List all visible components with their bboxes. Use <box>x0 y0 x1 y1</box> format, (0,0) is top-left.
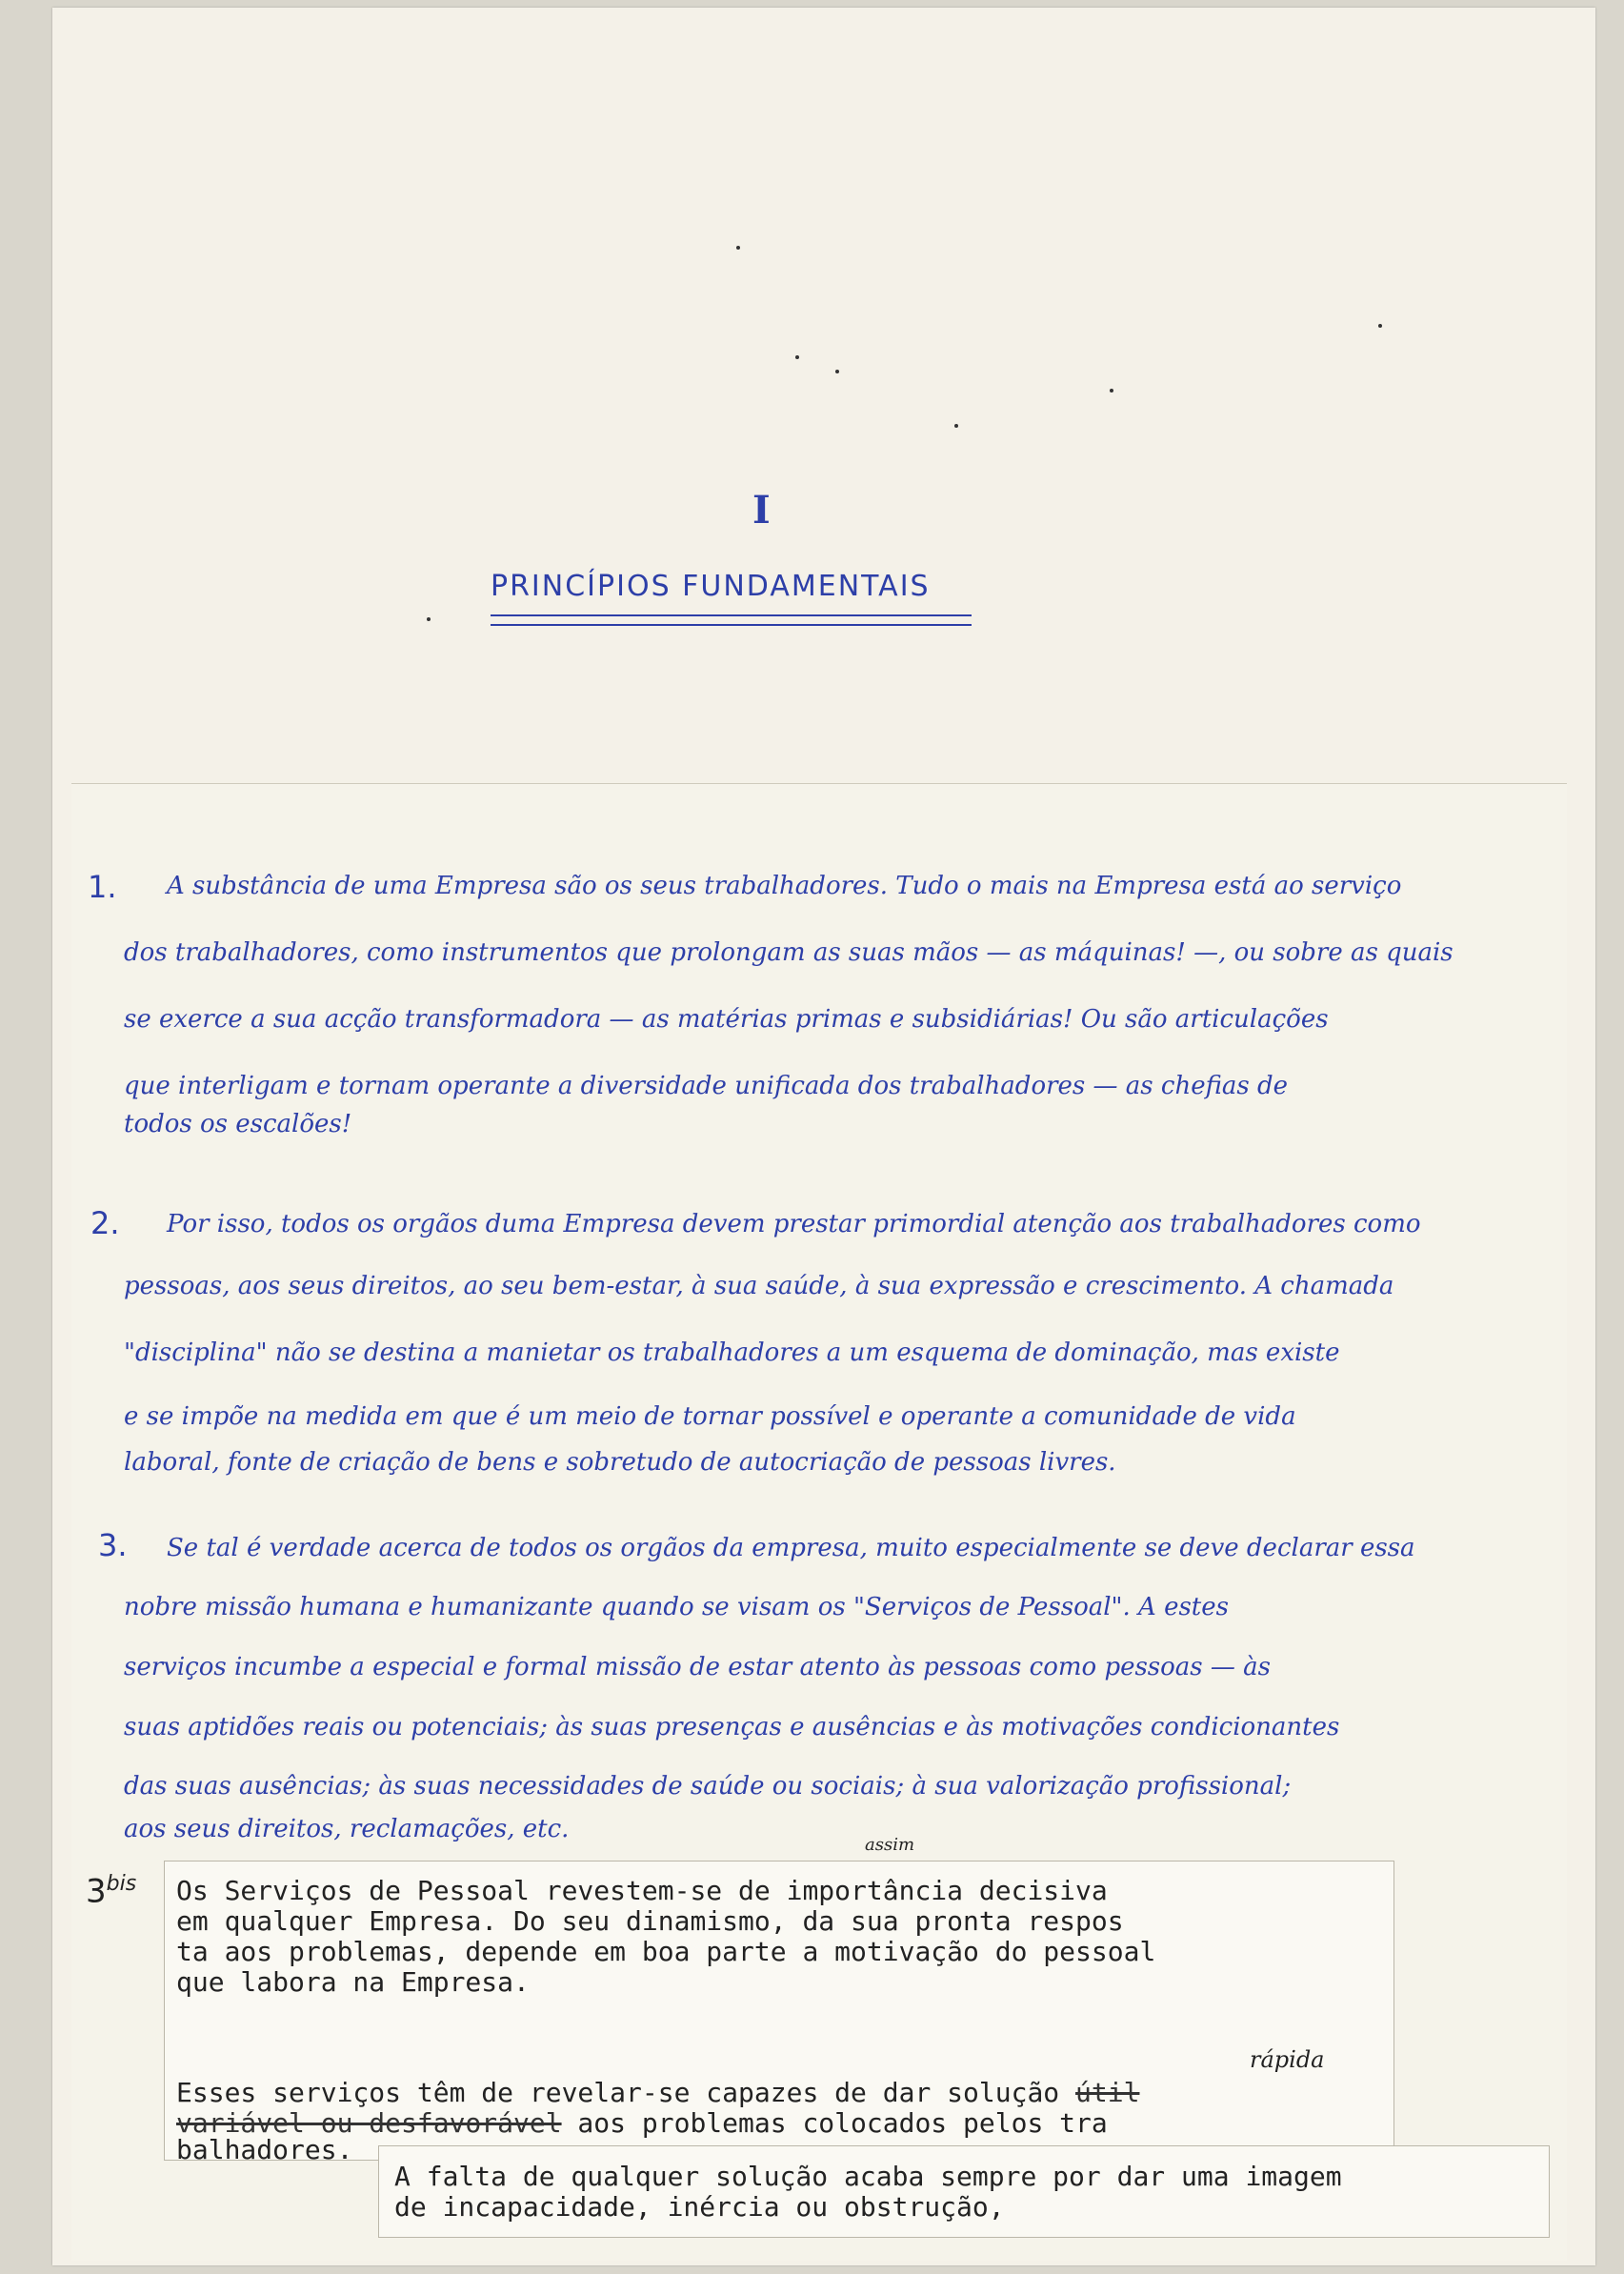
paragraph-line: pessoas, aos seus direitos, ao seu bem-estar, à sua saúde, à sua expressão e crescimento. A chamada <box>124 1272 1394 1300</box>
typed-line: balhadores. <box>176 2134 353 2165</box>
paper-speck <box>954 424 958 428</box>
paragraph-line: serviços incumbe a especial e formal missão de estar atento às pessoas como pessoas — às <box>124 1653 1272 1681</box>
typed-line: em qualquer Empresa. Do seu dinamismo, da sua pronta respos <box>176 1905 1124 1937</box>
paper-speck <box>736 246 740 250</box>
typed-line: Os Serviços de Pessoal revestem-se de importância decisiva <box>176 1875 1108 1906</box>
typed-line: de incapacidade, inércia ou obstrução, <box>394 2191 1005 2223</box>
heading-double-underline <box>491 614 972 626</box>
paragraph-line: todos os escalões! <box>124 1110 352 1138</box>
paragraph-line: "disciplina" não se destina a manietar os trabalhadores a um esquema de dominação, mas existe <box>124 1338 1340 1367</box>
insert-number <box>86 1872 136 1910</box>
paragraph-line: laboral, fonte de criação de bens e sobretudo de autocriação de pessoas livres. <box>124 1448 1116 1477</box>
paragraph-number: 2. <box>90 1205 120 1241</box>
paper-speck <box>795 355 799 359</box>
paragraph-number: 1. <box>88 869 117 905</box>
paper-speck <box>835 370 839 373</box>
typed-text: aos problemas colocados pelos tra <box>561 2107 1108 2139</box>
paper-speck <box>1110 389 1113 392</box>
paragraph-line: aos seus direitos, reclamações, etc. <box>124 1815 570 1843</box>
paragraph-line: dos trabalhadores, como instrumentos que prolongam as suas mãos — as máquinas! —, ou sobre as quais <box>124 938 1454 967</box>
paper-speck <box>427 617 431 621</box>
paragraph-line: A substância de uma Empresa são os seus trabalhadores. Tudo o mais na Empresa está ao serviço <box>167 872 1402 900</box>
paragraph-line: e se impõe na medida em que é um meio de tornar possível e operante a comunidade de vida <box>124 1402 1296 1431</box>
paragraph-line: que interligam e tornam operante a diversidade unificada dos trabalhadores — as chefias de <box>124 1072 1289 1100</box>
handwritten-annotation-assim: assim <box>865 1835 915 1855</box>
handwritten-annotation-rapida: rápida <box>1250 2046 1325 2073</box>
typed-text: Esses serviços têm de revelar-se capazes de dar solução <box>176 2077 1060 2108</box>
paragraph-line: nobre missão humana e humanizante quando se visam os "Serviços de Pessoal". A estes <box>124 1593 1229 1621</box>
section-numeral: I <box>752 488 771 533</box>
struck-words: variável ou desfavorável <box>176 2107 562 2139</box>
paragraph-number: 3. <box>98 1527 128 1563</box>
paragraph-line: suas aptidões reais ou potenciais; às suas presenças e ausências e às motivações condicionantes <box>124 1713 1340 1741</box>
struck-word: útil <box>1075 2077 1140 2108</box>
paragraph-line: se exerce a sua acção transformadora — as matérias primas e subsidiárias! Ou são articulações <box>124 1005 1329 1034</box>
paragraph-line: Por isso, todos os orgãos duma Empresa devem prestar primordial atenção aos trabalhadores como <box>167 1210 1421 1238</box>
insert-number-superscript: bis <box>106 1872 137 1896</box>
section-heading: PRINCÍPIOS FUNDAMENTAIS <box>491 570 931 603</box>
paragraph-line: Se tal é verdade acerca de todos os orgãos da empresa, muito especialmente se deve declarar essa <box>167 1534 1415 1562</box>
paper-speck <box>1378 324 1382 328</box>
insert-number-digit: 3 <box>86 1872 107 1911</box>
typed-line: ta aos problemas, depende em boa parte a motivação do pessoal <box>176 1936 1156 1967</box>
typed-line: que labora na Empresa. <box>176 1966 530 1998</box>
paragraph-line: das suas ausências; às suas necessidades de saúde ou sociais; à sua valorização profissional; <box>124 1772 1292 1801</box>
typed-line: A falta de qualquer solução acaba sempre por dar uma imagem <box>394 2161 1342 2192</box>
typed-line <box>176 2077 1139 2108</box>
